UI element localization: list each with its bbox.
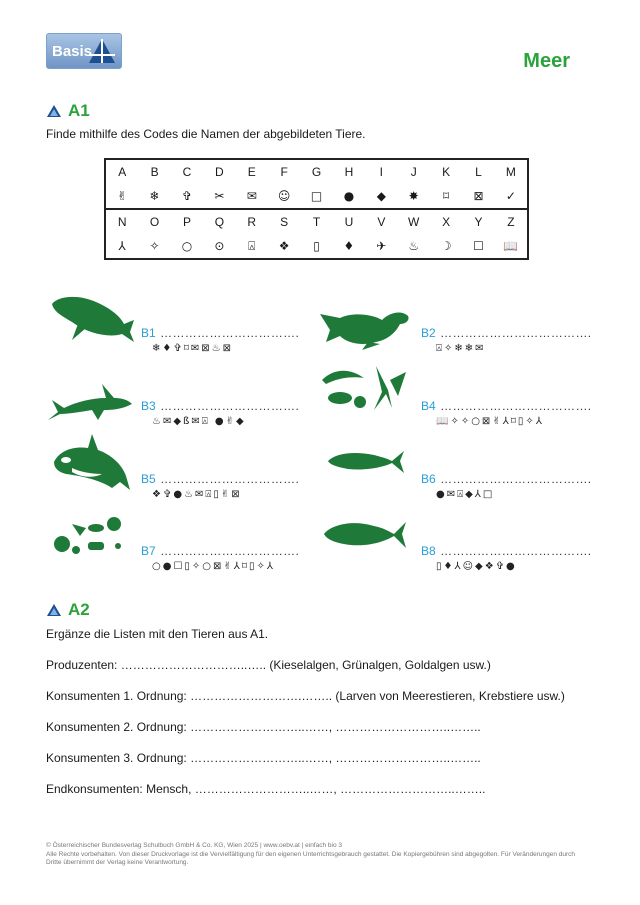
code-symbol: ❖ — [278, 239, 290, 253]
code-symbol: □ — [310, 189, 323, 203]
code-symbol: ✂ — [214, 189, 225, 203]
a2-instruction: Ergänze die Listen mit den Tieren aus A1. — [46, 627, 269, 641]
code-letter: T — [300, 209, 332, 234]
code-letter: S — [268, 209, 300, 234]
item-label: B8 — [421, 544, 436, 558]
code-letter: Y — [462, 209, 494, 234]
code-letter: O — [138, 209, 170, 234]
list-line-konsumenten-1[interactable]: Konsumenten 1. Ordnung: ……………………….…….. (Larven von Meerestieren, Krebstiere usw.) — [46, 689, 565, 703]
encoded-word: ●✉⍓◆⅄□ — [436, 489, 495, 500]
code-symbol: ☺ — [277, 189, 291, 203]
code-symbol: ✸ — [408, 189, 419, 203]
item-label: B6 — [421, 472, 436, 486]
plankton-icon — [320, 362, 410, 416]
code-letter: F — [280, 165, 288, 179]
code-letter: G — [311, 165, 322, 179]
section-a2-heading — [46, 600, 90, 620]
code-row-letters — [105, 159, 528, 184]
code-letter: R — [236, 209, 268, 234]
encoded-word: 📖✧✧○⊠✌⅄⌑▯✧⅄ — [436, 416, 544, 427]
item-label: B1 — [141, 326, 156, 340]
encoded-word: ♨✉◆ß✉⍓ ●✌◆ — [152, 416, 246, 427]
item-b6 — [421, 470, 591, 488]
item-label: B4 — [421, 399, 436, 413]
item-label: B7 — [141, 544, 156, 558]
code-symbol: 📖 — [503, 239, 519, 253]
code-letter: Z — [495, 209, 528, 234]
footer-copyright: © Österreichischer Bundesverlag Schulbuch GmbH & Co. KG, Wien 2025 | www.oebv.at | einfach bio 3 — [46, 842, 342, 849]
level-triangle-icon — [46, 104, 62, 118]
code-row-letters — [105, 209, 528, 234]
code-symbol: ⍓ — [248, 238, 256, 253]
code-table — [104, 158, 529, 260]
level-triangle-icon — [46, 603, 62, 617]
code-letter: P — [171, 209, 203, 234]
basis-logo — [46, 33, 122, 69]
answer-line[interactable]: ……………………………. — [160, 472, 300, 486]
tuna-icon — [322, 518, 408, 552]
section-a1-heading — [46, 101, 90, 121]
phytoplankton-icon — [52, 514, 128, 558]
code-symbol: ✓ — [505, 189, 516, 203]
page-title: Meer — [523, 50, 570, 72]
code-symbol: ✧ — [149, 239, 160, 253]
footer — [46, 842, 586, 868]
code-letter: W — [398, 209, 430, 234]
list-line-konsumenten-3[interactable]: Konsumenten 3. Ordnung: ………………………..……, ………………………..…….. — [46, 751, 481, 765]
code-symbol: ✞ — [181, 189, 192, 203]
code-symbol: ✌ — [117, 189, 128, 203]
code-letter: H — [344, 165, 354, 179]
code-letter: V — [365, 209, 397, 234]
code-symbol: ○ — [181, 239, 193, 253]
answer-line[interactable]: ………………………………. — [440, 472, 592, 486]
footer-disclaimer: Dritte übernimmt der Verlag keine Verantwortung. — [46, 859, 189, 866]
code-symbol: ❄ — [149, 189, 160, 203]
a1-label: A1 — [68, 101, 90, 120]
code-symbol: ☐ — [473, 239, 484, 253]
code-row-symbols — [105, 184, 528, 209]
encoded-word: ⍓✧❄❄✉ — [436, 343, 486, 354]
answer-line[interactable]: ………………………………. — [440, 326, 592, 340]
triangle-logo-icon — [87, 37, 117, 65]
seal-icon — [318, 302, 410, 350]
code-symbol: ☽ — [440, 239, 452, 253]
code-letter: X — [430, 209, 462, 234]
code-letter: N — [105, 209, 138, 234]
item-label: B3 — [141, 399, 156, 413]
code-letter: C — [182, 165, 192, 179]
code-symbol: ⌑ — [443, 189, 450, 203]
code-letter: B — [150, 165, 159, 179]
code-symbol: ⊠ — [473, 189, 484, 203]
list-line-produzenten[interactable]: Produzenten: …………………………..….. (Kieselalgen, Grünalgen, Goldalgen usw.) — [46, 658, 491, 672]
code-letter: A — [118, 165, 127, 179]
code-letter: U — [333, 209, 365, 234]
code-letter: I — [379, 165, 383, 179]
a2-label: A2 — [68, 600, 90, 619]
code-letter: Q — [203, 209, 235, 234]
code-letter: D — [215, 165, 224, 179]
encoded-word: ❄♦✞⌑✉⊠♨⊠ — [152, 343, 233, 354]
logo-text: Basis — [52, 43, 93, 60]
item-label: B2 — [421, 326, 436, 340]
encoded-word: ○●☐▯✧○⊠✌⅄⌑▯✧⅄ — [152, 561, 276, 572]
footer-rights: Alle Rechte vorbehalten. Von dieser Druckvorlage ist die Vervielfältigung für den eigenen Unterrichtsgebrauch gestattet. Die Kopiergebühren sind abgegolten. Für Veränderungen durch — [46, 850, 575, 858]
code-symbol: ▯ — [313, 239, 320, 253]
whale-icon — [48, 292, 136, 344]
encoded-word: ❖✞●♨✉⍓▯✌⊠ — [152, 489, 242, 500]
item-b7 — [141, 542, 299, 560]
code-row-symbols — [105, 234, 528, 259]
code-symbol: ● — [343, 189, 355, 203]
code-symbol: ⅄ — [118, 239, 126, 253]
herring-icon — [326, 445, 406, 477]
list-line-konsumenten-2[interactable]: Konsumenten 2. Ordnung: ………………………..……, ………………………..…….. — [46, 720, 481, 734]
answer-line[interactable]: ……………………………. — [160, 326, 300, 340]
answer-line[interactable]: ………………………………. — [440, 544, 592, 558]
code-symbol: ♦ — [343, 239, 355, 253]
code-symbol: ♨ — [408, 239, 420, 253]
code-letter: K — [442, 165, 451, 179]
code-letter: J — [410, 165, 417, 179]
item-b8 — [421, 542, 591, 560]
orca-icon — [52, 432, 132, 494]
encoded-word: ▯♦⅄☺◆❖✞● — [436, 561, 517, 572]
code-letter: L — [475, 165, 482, 179]
item-b5 — [141, 470, 299, 488]
shark-icon — [46, 380, 132, 428]
answer-line[interactable]: ………………………………. — [440, 399, 592, 413]
item-label: B5 — [141, 472, 156, 486]
list-line-endkonsumenten[interactable]: Endkonsumenten: Mensch, ………………………..……, ………………………..…….. — [46, 782, 486, 796]
a1-instruction: Finde mithilfe des Codes die Namen der abgebildeten Tiere. — [46, 127, 366, 141]
item-b1 — [141, 324, 299, 342]
item-b4 — [421, 397, 591, 415]
item-b3 — [141, 397, 299, 415]
code-symbol: ✈ — [376, 239, 387, 253]
code-letter: M — [505, 165, 516, 179]
answer-line[interactable]: ……………………………. — [160, 399, 300, 413]
code-symbol: ✉ — [246, 189, 257, 203]
code-letter: E — [247, 165, 256, 179]
item-b2 — [421, 324, 591, 342]
code-symbol: ◆ — [376, 189, 386, 203]
code-symbol: ⊙ — [214, 239, 225, 253]
answer-line[interactable]: ……………………………. — [160, 544, 300, 558]
